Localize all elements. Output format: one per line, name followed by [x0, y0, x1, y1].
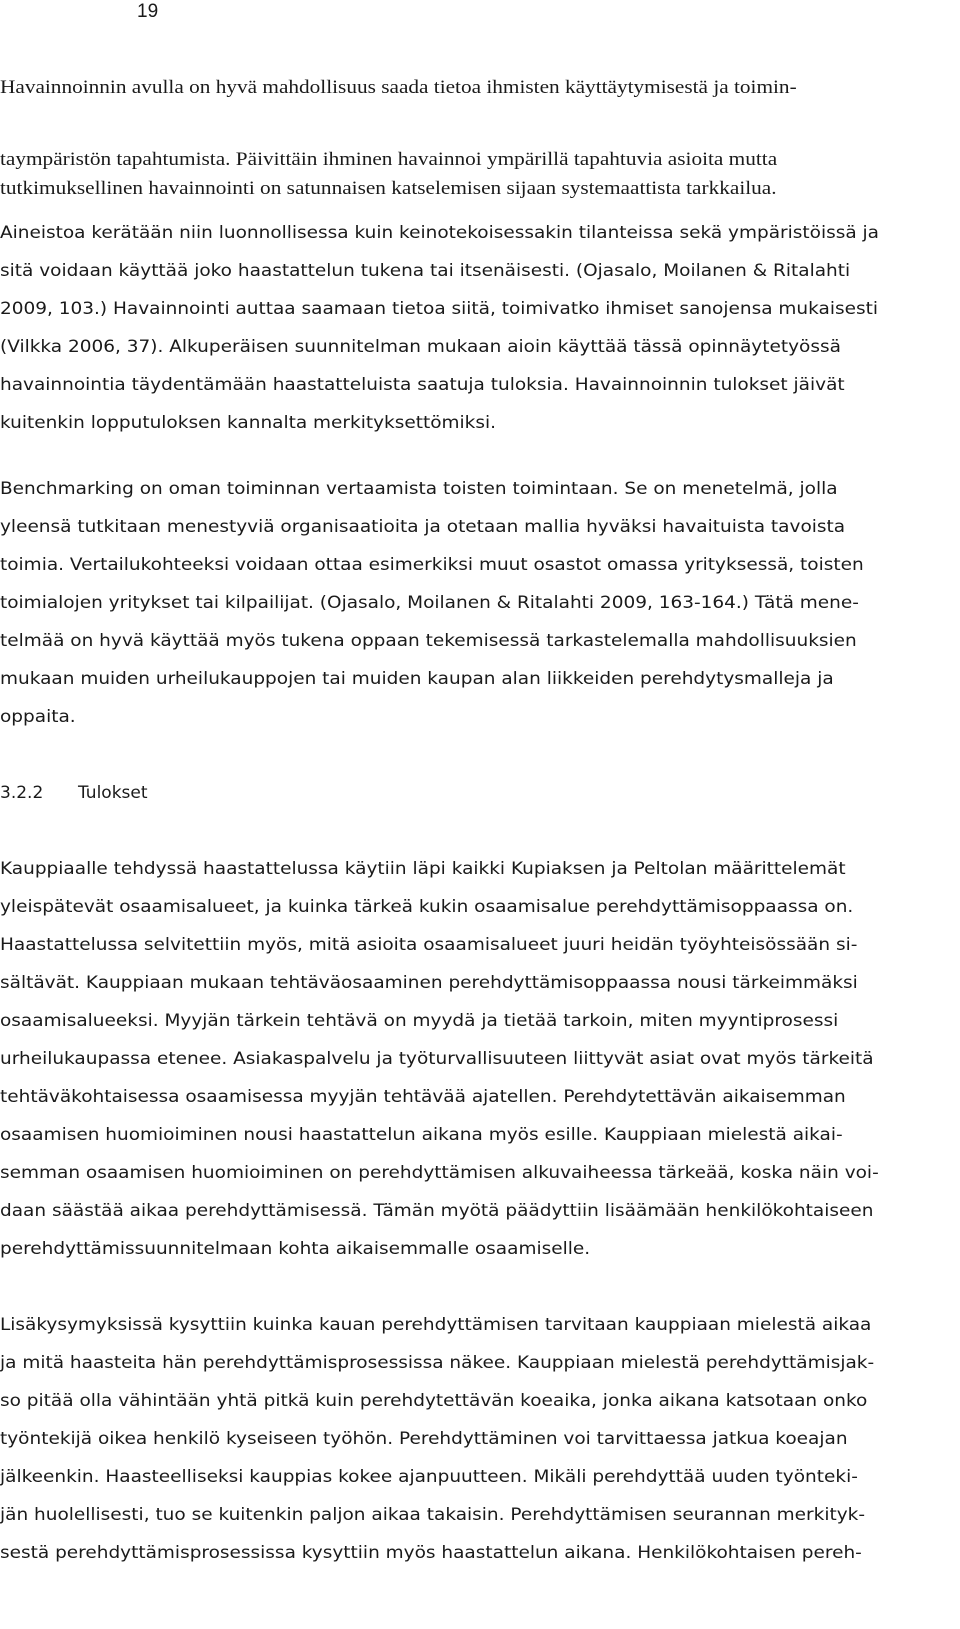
text-line: oppaita. — [0, 707, 76, 726]
text-line: urheilukaupassa etenee. Asiakaspalvelu ja työturvallisuuteen liittyvät asiat ovat myös tärkeitä — [0, 1049, 874, 1068]
text-line: daan säästää aikaa perehdyttämisessä. Tämän myötä päädyttiin lisäämään henkilökohtaiseen — [0, 1201, 874, 1220]
text-line: työntekijä oikea henkilö kyseiseen työhön. Perehdyttäminen voi tarvittaessa jatkua koeajan — [0, 1429, 848, 1448]
text-line: jälkeenkin. Haasteelliseksi kauppias kokee ajanpuutteen. Mikäli perehdyttää uuden työnteki- — [0, 1467, 858, 1486]
text-line: Kauppiaalle tehdyssä haastattelussa käytiin läpi kaikki Kupiaksen ja Peltolan määrittelemät — [0, 859, 846, 878]
text-line: Havainnoinnin avulla on hyvä mahdollisuus saada tietoa ihmisten käyttäytymisestä ja toimin- — [0, 77, 797, 98]
text-line: tehtäväkohtaisessa osaamisessa myyjän tehtävää ajatellen. Perehdytettävän aikaisemman — [0, 1087, 846, 1106]
text-line: telmää on hyvä käyttää myös tukena oppaan tekemisessä tarkastelemalla mahdollisuuksien — [0, 631, 857, 650]
text-line: sältävät. Kauppiaan mukaan tehtäväosaaminen perehdyttämisoppaassa nousi tärkeimmäksi — [0, 973, 858, 992]
text-line: Benchmarking on oman toiminnan vertaamista toisten toimintaan. Se on menetelmä, jolla — [0, 479, 838, 498]
text-line: Lisäkysymyksissä kysyttiin kuinka kauan perehdyttämisen tarvitaan kauppiaan mielestä aikaa — [0, 1315, 872, 1334]
text-line: toimialojen yritykset tai kilpailijat. (Ojasalo, Moilanen & Ritalahti 2009, 163-164.) Tätä mene- — [0, 593, 859, 612]
text-line: so pitää olla vähintään yhtä pitkä kuin perehdytettävän koeaika, jonka aikana katsotaan onko — [0, 1391, 868, 1410]
text-line: (Vilkka 2006, 37). Alkuperäisen suunnitelman mukaan aioin käyttää tässä opinnäytetyössä — [0, 337, 841, 356]
text-line: yleispätevät osaamisalueet, ja kuinka tärkeä kukin osaamisalue perehdyttämisoppaassa on. — [0, 897, 854, 916]
text-line: mukaan muiden urheilukauppojen tai muiden kaupan alan liikkeiden perehdytysmalleja ja — [0, 669, 834, 688]
text-line: sestä perehdyttämisprosessissa kysyttiin myös haastattelun aikana. Henkilökohtaisen pereh- — [0, 1543, 862, 1562]
text-line: tutkimuksellinen havainnointi on satunnaisen katselemisen sijaan systemaattista tarkkailua. — [0, 178, 777, 199]
text-line: taympäristön tapahtumista. Päivittäin ihminen havainnoi ympärillä tapahtuvia asioita mutta — [0, 149, 778, 170]
text-line: kuitenkin lopputuloksen kannalta merkityksettömiksi. — [0, 413, 497, 432]
text-line: semman osaamisen huomioiminen on perehdyttämisen alkuvaiheessa tärkeää, koska näin voi- — [0, 1163, 879, 1182]
text-line: osaamisen huomioiminen nousi haastattelun aikana myös esille. Kauppiaan mielestä aikai- — [0, 1125, 843, 1144]
text-line: sitä voidaan käyttää joko haastattelun tukena tai itsenäisesti. (Ojasalo, Moilanen & Ritalahti — [0, 261, 851, 280]
text-line: Aineistoa kerätään niin luonnollisessa kuin keinotekoisessakin tilanteissa sekä ympäristöissä ja — [0, 223, 880, 242]
section-number: 3.2.2 — [0, 783, 44, 803]
text-line: yleensä tutkitaan menestyviä organisaatioita ja otetaan mallia hyväksi havaituista tavoista — [0, 517, 846, 536]
section-title: Tulokset — [78, 783, 148, 803]
text-line: perehdyttämissuunnitelmaan kohta aikaisemmalle osaamiselle. — [0, 1239, 591, 1258]
text-line: jän huolellisesti, tuo se kuitenkin paljon aikaa takaisin. Perehdyttämisen seurannan merkityk- — [0, 1505, 866, 1524]
text-line: Haastattelussa selvitettiin myös, mitä asioita osaamisalueet juuri heidän työyhteisössään si- — [0, 935, 858, 954]
text-line: toimia. Vertailukohteeksi voidaan ottaa esimerkiksi muut osastot omassa yrityksessä, toisten — [0, 555, 864, 574]
page-number: 19 — [137, 1, 159, 22]
text-line: osaamisalueeksi. Myyjän tärkein tehtävä on myydä ja tietää tarkoin, miten myyntiprosessi — [0, 1011, 839, 1030]
text-line: havainnointia täydentämään haastatteluista saatuja tuloksia. Havainnoinnin tulokset jäivät — [0, 375, 845, 394]
text-line: ja mitä haasteita hän perehdyttämisprosessissa näkee. Kauppiaan mielestä perehdyttämisjak- — [0, 1353, 875, 1372]
text-line: 2009, 103.) Havainnointi auttaa saamaan tietoa siitä, toimivatko ihmiset sanojensa mukaisesti — [0, 299, 878, 318]
section-heading — [0, 779, 960, 807]
